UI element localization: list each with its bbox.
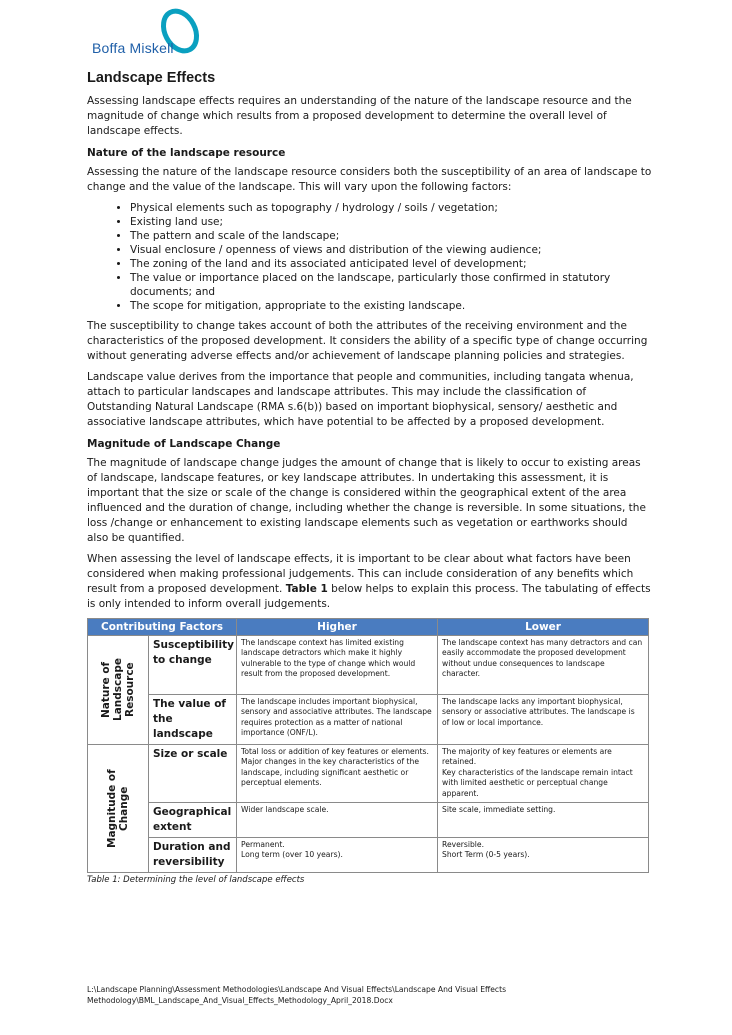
company-logo — [92, 6, 212, 62]
page-title: Landscape Effects — [87, 70, 216, 86]
magnitude-paragraph-1: The magnitude of landscape change judges the amount of change that is likely to occur to existing areas of landscape, landscape features, or key landscape attributes. In undertaking this assessment, it is important that the size or scale of the change is considered within the geographical extent of the area influenced and the duration of change, including whether the change is reversible. In some situations, the loss /change or enhancement to existing landscape elements such as vegetation or earthworks should also be quantified. — [87, 457, 646, 544]
cell-line: The majority of key features or elements are retained. — [442, 747, 612, 767]
group-label: Nature of Landscape Resource — [100, 658, 136, 722]
factor-list — [87, 201, 652, 313]
factor-label: Size or scale — [149, 745, 237, 803]
nature-paragraph-1: Assessing the nature of the landscape resource considers both the susceptibility of an area of landscape to change and the value of the landscape. This will vary upon the following factors: — [87, 166, 652, 193]
cell-line: Major changes in the key characteristics of the landscape, including significant aesthetic or perceptual elements. — [241, 757, 420, 788]
table-row — [88, 636, 649, 695]
magnitude-heading: Magnitude of Landscape Change — [87, 438, 281, 450]
nature-paragraph-2: The susceptibility to change takes account of both the attributes of the receiving environment and the characteristics of the proposed development. It considers the ability of a specific type of change occurring without generating adverse effects and/or achievement of landscape planning policies and strategies. — [87, 320, 648, 362]
lower-cell — [438, 838, 649, 873]
lower-cell — [438, 745, 649, 803]
list-item: • The zoning of the land and its associated anticipated level of development; — [130, 257, 652, 271]
text-run: When assessing the level of landscape effects, it is important to be clear about what factors have been considered when making professional judgements. This can include consideration of any benefits which result from a proposed development. — [87, 553, 634, 595]
group-nature — [88, 636, 149, 745]
nature-paragraph-3: Landscape value derives from the importance that people and communities, including tangata whenua, attach to particular landscapes and landscape attributes. This may include the classification of Outstanding Natural Landscape (RMA s.6(b)) based on important biophysical, sensory/ aesthetic and associative landscape attributes, which have potential to be affected by a proposed development. — [87, 371, 634, 428]
cell-line: Key characteristics of the landscape remain intact with limited aesthetic or perceptual change apparent. — [442, 767, 633, 798]
table-row — [88, 695, 649, 745]
higher-cell: Wider landscape scale. — [237, 803, 438, 838]
header-contributing-factors: Contributing Factors — [88, 619, 237, 636]
lower-cell: The landscape lacks any important biophysical, sensory or associative attributes. The landscape is of low or local importance. — [438, 695, 649, 745]
table-row — [88, 838, 649, 873]
group-label: Magnitude of Change — [106, 769, 130, 848]
table-reference: Table 1 — [285, 583, 328, 595]
higher-cell — [237, 745, 438, 803]
cell-line: Short Term (0-5 years). — [442, 850, 530, 860]
lower-cell: The landscape context has many detractors and can easily accommodate the proposed development without undue consequences to landscape character. — [438, 636, 649, 695]
cell-line: Reversible. — [442, 840, 484, 849]
cell-line: Permanent. — [241, 840, 285, 849]
factor-label: Susceptibility to change — [149, 636, 237, 695]
cell-line: Long term (over 10 years). — [241, 850, 343, 860]
list-item: • The value or importance placed on the landscape, particularly those confirmed in statutory documents; and — [130, 271, 652, 299]
cell-line: Total loss or addition of key features or elements. — [241, 747, 429, 756]
factor-label: The value of the landscape — [149, 695, 237, 745]
header-lower: Lower — [438, 619, 649, 636]
table-caption: Table 1: Determining the level of landscape effects — [87, 875, 305, 885]
file-path-footer: L:\Landscape Planning\Assessment Methodologies\Landscape And Visual Effects\Landscape And Visual Effects Methodology\BML_Landscape_And_Visual_Effects_Methodology_April_2018.Docx — [87, 985, 507, 1005]
lower-cell: Site scale, immediate setting. — [438, 803, 649, 838]
table-row — [88, 745, 649, 803]
list-item: • Existing land use; — [130, 215, 652, 229]
intro-paragraph: Assessing landscape effects requires an understanding of the nature of the landscape resource and the magnitude of change which results from a proposed development to determine the overall level of landscape effects. — [87, 95, 632, 137]
list-item: • The scope for mitigation, appropriate to the existing landscape. — [130, 299, 652, 313]
effects-table — [87, 618, 649, 873]
text-run: below helps to explain this process. The tabulating of effects is only intended to inform overall judgements. — [87, 583, 651, 610]
factor-label: Duration and reversibility — [149, 838, 237, 873]
magnitude-paragraph-2 — [87, 552, 652, 612]
higher-cell: The landscape includes important biophysical, sensory and associative attributes. The landscape requires protection as a matter of national importance (ONF/L). — [237, 695, 438, 745]
higher-cell: The landscape context has limited existing landscape detractors which make it highly vulnerable to the type of change which would result from the proposed development. — [237, 636, 438, 695]
header-higher: Higher — [237, 619, 438, 636]
table-header-row — [88, 619, 649, 636]
list-item: • Visual enclosure / openness of views and distribution of the viewing audience; — [130, 243, 652, 257]
nature-heading: Nature of the landscape resource — [87, 147, 286, 159]
higher-cell — [237, 838, 438, 873]
list-item: • Physical elements such as topography / hydrology / soils / vegetation; — [130, 201, 652, 215]
factor-label: Geographical extent — [149, 803, 237, 838]
table-row — [88, 803, 649, 838]
list-item: • The pattern and scale of the landscape; — [130, 229, 652, 243]
group-magnitude — [88, 745, 149, 873]
document-body — [87, 70, 652, 885]
logo-wordmark: Boffa Miskell — [92, 40, 174, 56]
